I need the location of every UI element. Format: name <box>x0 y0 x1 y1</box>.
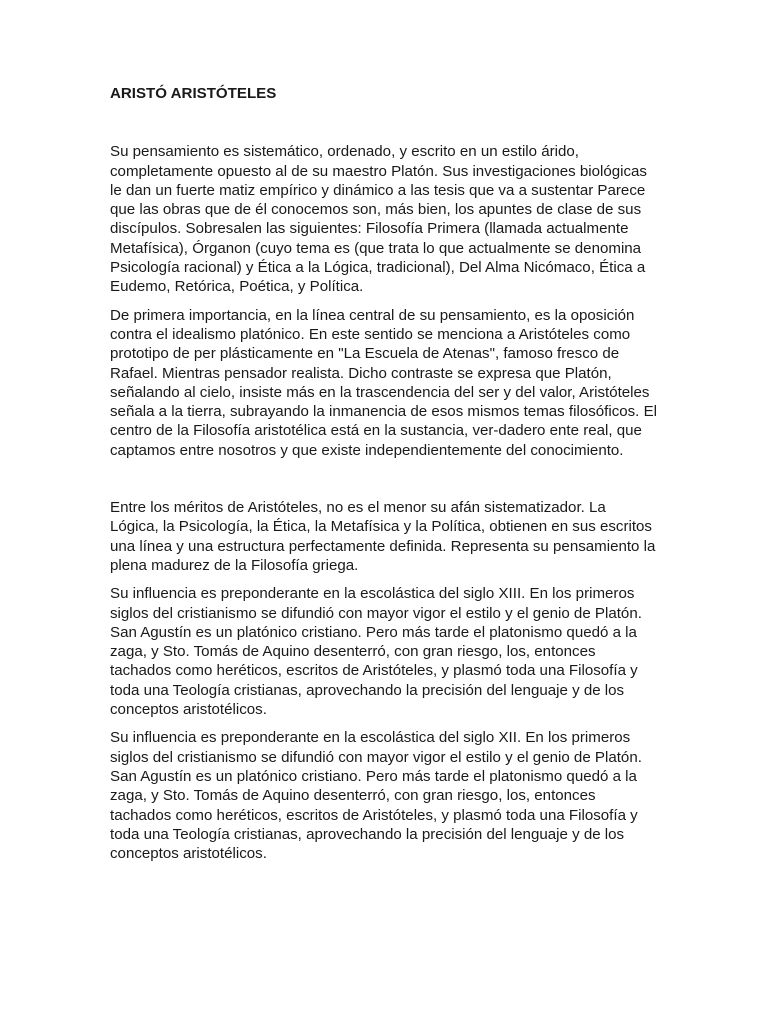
paragraph-oposicion: De primera importancia, en la línea central de su pensamiento, es la oposición contra el idealismo platónico. En este sentido se menciona a Aristóteles como prototipo de per plásticamente en "La Escuela de Atenas", famoso fresco de Rafael. Mientras pensador realista. Dicho contraste se expresa que Platón, señalando al cielo, insiste más en la trascendencia del ser y del valor, Aristóteles señala a la tierra, subrayando la inmanencia de esos mismos temas filosóficos. El centro de la Filosofía aristotélica está en la sustancia, ver-dadero ente real, que captamos entre nosotros y que existe independientemente del conocimiento. <box>110 306 657 459</box>
paragraph-meritos: Entre los méritos de Aristóteles, no es el menor su afán sistematizador. La Lógica, la Psicología, la Ética, la Metafísica y la Política, obtienen en sus escritos una línea y una estructura perfectamente definida. Representa su pensamiento la plena madurez de la Filosofía griega. <box>110 499 656 574</box>
document-body <box>110 84 658 872</box>
paragraph-influencia-xiii: Su influencia es preponderante en la escolástica del siglo XIII. En los primeros siglos del cristianismo se difundió con mayor vigor el estilo y el genio de Platón. San Agustín es un platónico cristiano. Pero más tarde el platonismo quedó a la zaga, y Sto. Tomás de Aquino desenterró, con gran riesgo, los, entonces tachados como heréticos, escritos de Aristóteles, y plasmó toda una Filosofía y toda una Teología cristianas, aprovechando la precisión del lenguaje y de los conceptos aristotélicos. <box>110 585 642 719</box>
paragraph-pensamiento: Su pensamiento es sistemático, ordenado, y escrito en un estilo árido, completamente opuesto al de su maestro Platón. Sus investigaciones biológicas le dan un fuerte matiz empírico y dinámico a las tesis que va a sustentar Parece que las obras que de él conocemos son, más bien, los apuntes de clase de sus discípulos. Sobresalen las siguientes: Filosofía Primera (llamada actualmente Metafísica), Órganon (cuyo tema es (que trata lo que actualmente se denomina Psicología racional) y Ética a la Lógica, tradicional), Del Alma Nicómaco, Ética a Eudemo, Retórica, Poética, y Política. <box>110 143 647 296</box>
document-title: ARISTÓ ARISTÓTELES <box>110 85 277 102</box>
paragraph-influencia-xii: Su influencia es preponderante en la escolástica del siglo XII. En los primeros siglos del cristianismo se difundió con mayor vigor el estilo y el genio de Platón. San Agustín es un platónico cristiano. Pero más tarde el platonismo quedó a la zaga, y Sto. Tomás de Aquino desenterró, con gran riesgo, los, entonces tachados como heréticos, escritos de Aristóteles, y plasmó toda una Filosofía y toda una Teología cristianas, aprovechando la precisión del lenguaje y de los conceptos aristotélicos. <box>110 729 642 863</box>
